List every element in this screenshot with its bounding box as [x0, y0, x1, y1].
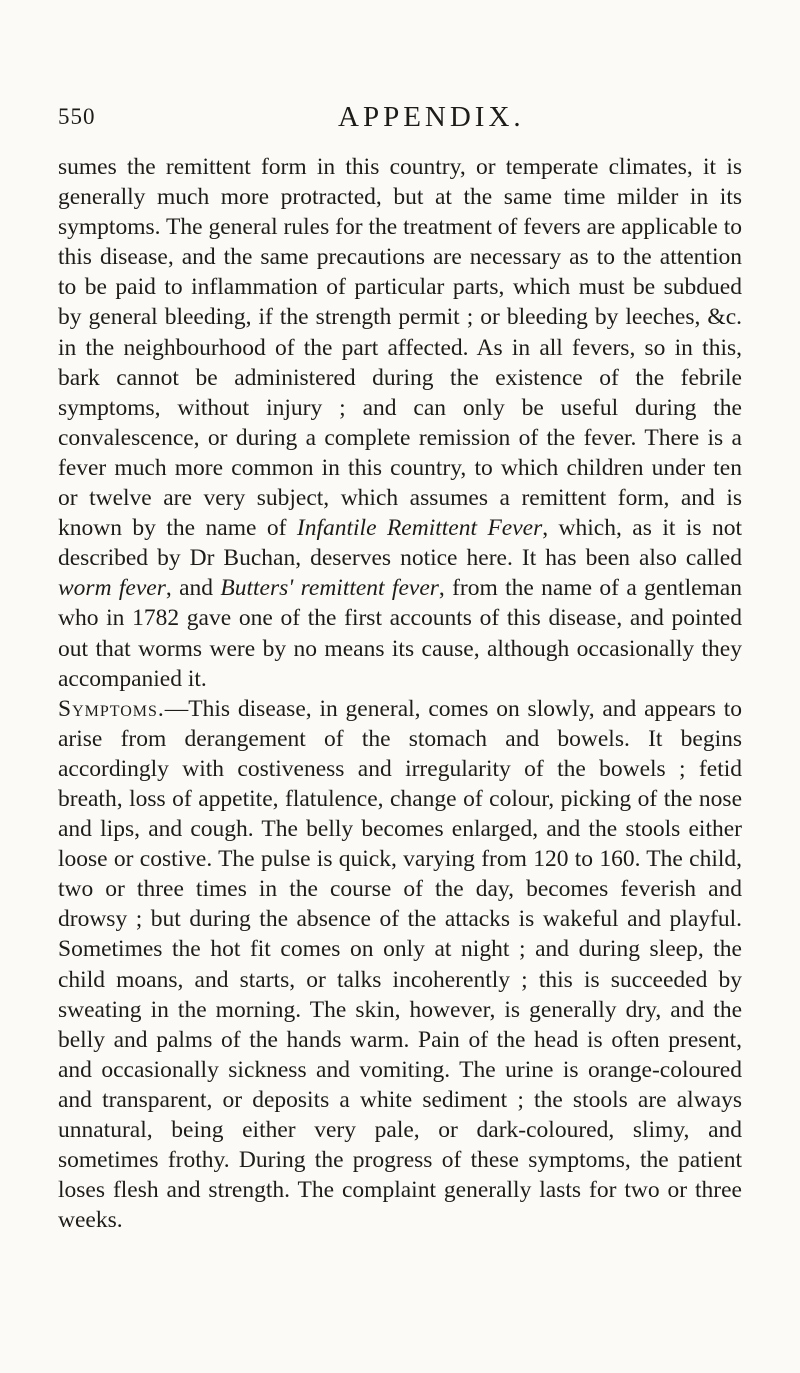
page-number: 550	[58, 104, 96, 129]
term-butters-remittent-fever: Butters' remittent fever	[220, 575, 439, 602]
term-worm-fever: worm fever	[58, 575, 166, 602]
body-text	[58, 152, 742, 1235]
section-heading-symptoms: Symptoms.	[58, 695, 165, 722]
page-header	[58, 101, 758, 134]
paragraph-text: , which, as it is not described by Dr Buchan, deserves notice here. It has been also called	[58, 515, 742, 572]
paragraph-text: —This disease, in general, comes on slowly, and appears to arise from derangement of the stomach and bowels. It begins accordingly with costiveness and irregularity of the bowels ; fetid breath, loss of appetite, flatulence, change of colour, picking of the nose and lips, and cough. The belly becomes enlarged, and the stools either loose or costive. The pulse is quick, varying from 120 to 160. The child, two or three times in the course of the day, becomes feverish and drowsy ; but during the absence of the attacks is wakeful and playful. Sometimes the hot fit comes on only at night ; and during sleep, the child moans, and starts, or talks incoherently ; this is succeeded by sweating in the morning. The skin, however, is generally dry, and the belly and palms of the hands warm. Pain of the head is often present, and occasionally sickness and vomiting. The urine is orange-coloured and transparent, or deposits a white sediment ; the stools are always unnatural, being either very pale, or dark-coloured, slimy, and sometimes frothy. During the progress of these symptoms, the patient loses flesh and strength. The complaint generally lasts for two or three weeks.	[58, 695, 742, 1234]
paragraph-text: , and	[165, 575, 221, 602]
running-head: APPENDIX.	[338, 101, 525, 133]
paragraph-symptoms	[58, 694, 742, 1236]
paragraph-remittent-fever	[58, 152, 742, 694]
term-infantile-remittent-fever: Infantile Remittent Fever	[296, 515, 543, 542]
paragraph-text: , from the name of a gentleman who in 1782 gave one of the first accounts of this disease, and pointed out that worms were by no means its cause, although occasionally they accompanied it.	[58, 575, 742, 692]
paragraph-text: sumes the remittent form in this country, or temperate climates, it is generally much more protracted, but at the same time milder in its symptoms. The general rules for the treatment of fevers are applicable to this disease, and the same precautions are necessary as to the attention to be paid to inflammation of particular parts, which must be subdued by general bleeding, if the strength permit ; or bleeding by leeches, &c. in the neighbourhood of the part affected. As in all fevers, so in this, bark cannot be administered during the existence of the febrile symptoms, without injury ; and can only be useful during the convalescence, or during a complete remission of the fever. There is a fever much more common in this country, to which children under ten or twelve are very subject, which assumes a remittent form, and is known by the name of	[58, 154, 742, 542]
